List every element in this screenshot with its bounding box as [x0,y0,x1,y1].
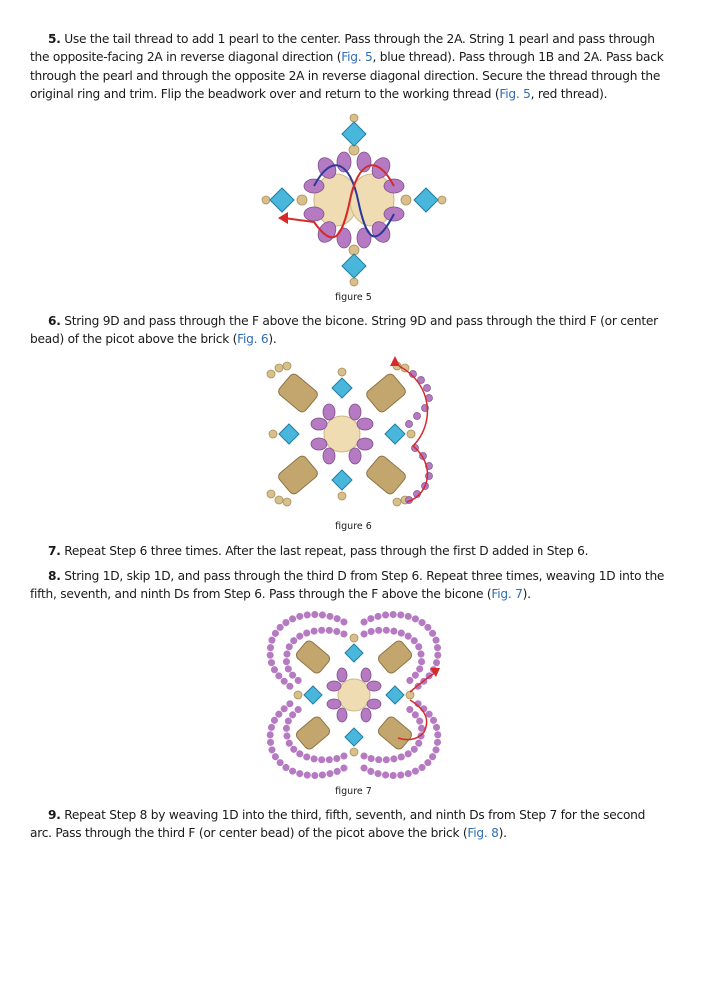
step-7-paragraph [30,542,670,560]
figure-7-diagram [264,610,444,780]
figure-6 [0,354,707,514]
step-6-paragraph [30,312,670,349]
figure-6-diagram [259,354,449,514]
fig-8-link[interactable]: Fig. 8 [467,826,499,841]
step-text: ). [268,332,277,347]
step-text: ). [522,587,531,602]
step-text: Repeat Step 6 three times. After the last repeat, pass through the first D added in Step 6. [60,544,589,558]
figure-5 [0,112,707,288]
step-text: String 9D and pass through the F above the bicone. String 9D and pass through the third F (or center bead) of the picot above the brick ( [30,314,658,347]
figure-7 [0,610,707,780]
step-number: 5. [48,32,61,46]
figure-5-diagram [254,112,454,288]
fig-5-link[interactable]: Fig. 5 [341,50,373,65]
step-text: Use the tail thread to add 1 pearl to the center. Pass through the 2A. String 1 pearl and pass through the opposite-facing 2A in reverse diagonal direction ( [30,32,655,65]
step-text: Repeat Step 8 by weaving 1D into the third, fifth, seventh, and ninth Ds from Step 7 for the second arc. Pass through the third F (or center bead) of the picot above the brick ( [30,808,646,841]
step-text: String 1D, skip 1D, and pass through the third D from Step 6. Repeat three times, weaving 1D into the fifth, seventh, and ninth Ds from Step 6. Pass through the F above the bicone ( [30,569,665,602]
step-number: 7. [48,544,61,558]
step-text: , blue thread). Pass through 1B and 2A. Pass back through the pearl and through the opposite 2A in reverse diagonal direction. Secure the thread through the original ring and trim. Flip the beadwork over and return to the working thread ( [30,50,664,102]
step-5-paragraph [30,30,670,104]
fig-7-link[interactable]: Fig. 7 [491,587,523,602]
step-text: , red thread). [530,87,608,102]
step-8-paragraph [30,567,670,604]
fig-6-link[interactable]: Fig. 6 [237,332,269,347]
step-number: 8. [48,569,61,583]
step-text: ). [498,826,507,841]
step-number: 9. [48,808,61,822]
fig-5-link[interactable]: Fig. 5 [499,87,531,102]
figure-6-caption: figure 6 [335,521,372,532]
figure-7-caption: figure 7 [335,786,372,797]
step-number: 6. [48,314,61,328]
step-9-paragraph [30,806,670,843]
figure-5-caption: figure 5 [335,292,372,303]
